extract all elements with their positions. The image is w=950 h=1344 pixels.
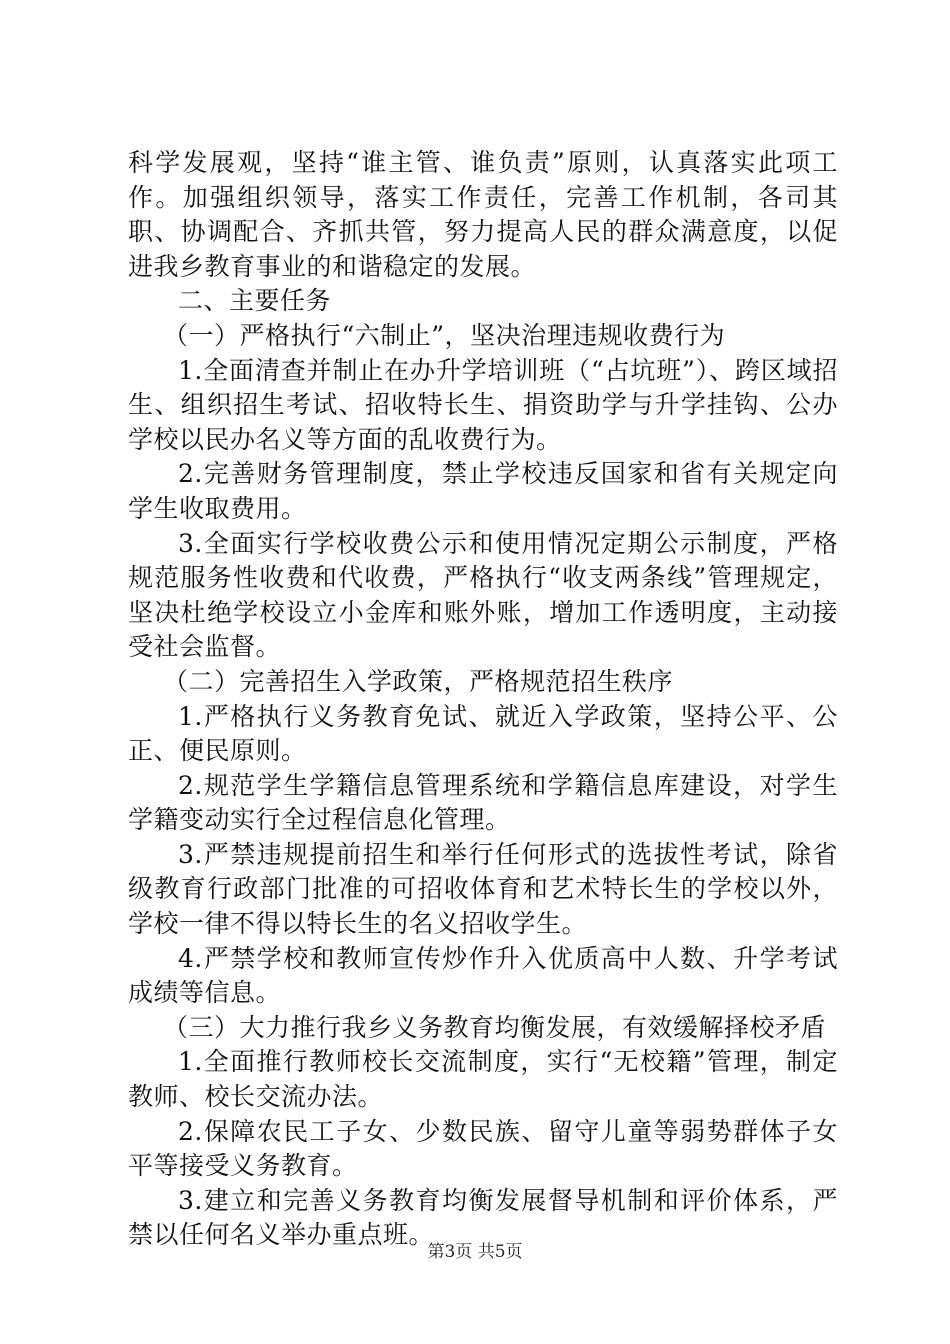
list-item: 1.全面推行教师校长交流制度，实行“无校籍”管理，制定教师、校长交流办法。	[128, 1047, 838, 1112]
list-item: 2.规范学生学籍信息管理系统和学籍信息库建设，对学生学籍变动实行全过程信息化管理。	[128, 770, 838, 835]
list-item: 2.完善财务管理制度，禁止学校违反国家和省有关规定向学生收取费用。	[128, 459, 838, 523]
list-item: 3.全面实行学校收费公示和使用情况定期公示制度，严格规范服务性收费和代收费，严格执行“收支两条线”管理规定，坚决杜绝学校设立小金库和账外账，增加工作透明度，主动接受社会监督。	[128, 528, 838, 662]
subsection-heading-1: （一）严格执行“六制止”，坚决治理违规收费行为	[163, 320, 726, 350]
subsection-heading-2: （二）完善招生入学政策，严格规范招生秩序	[163, 666, 674, 696]
list-item: 1.全面清查并制止在办升学培训班（“占坑班”）、跨区域招生、组织招生考试、招收特长生、捐资助学与升学挂钩、公办学校以民办名义等方面的乱收费行为。	[128, 355, 838, 454]
subsection-heading-3: （三）大力推行我乡义务教育均衡发展，有效缓解择校矛盾	[163, 1012, 827, 1042]
list-item: 3.建立和完善义务教育均衡发展督导机制和评价体系，严禁以任何名义举办重点班。	[128, 1185, 838, 1250]
list-item: 2.保障农民工子女、少数民族、留守儿童等弱势群体子女平等接受义务教育。	[128, 1116, 838, 1181]
list-item: 1.严格执行义务教育免试、就近入学政策，坚持公平、公正、便民原则。	[128, 701, 838, 766]
paragraph-intro: 科学发展观，坚持“谁主管、谁负责”原则，认真落实此项工作。加强组织领导，落实工作责任，完善工作机制，各司其职、协调配合、齐抓共管，努力提高人民的群众满意度，以促进我乡教育事业的和谐稳定的发展。	[128, 148, 838, 281]
document-body	[128, 146, 838, 1253]
list-item: 4.严禁学校和教师宣传炒作升入优质高中人数、升学考试成绩等信息。	[128, 943, 838, 1008]
section-heading-main-tasks: 二、主要任务	[178, 286, 332, 316]
page-number-footer: 第3页 共5页	[427, 1242, 523, 1262]
list-item: 3.严禁违规提前招生和举行任何形式的选拔性考试，除省级教育行政部门批准的可招收体育和艺术特长生的学校以外，学校一律不得以特长生的名义招收学生。	[128, 839, 838, 939]
